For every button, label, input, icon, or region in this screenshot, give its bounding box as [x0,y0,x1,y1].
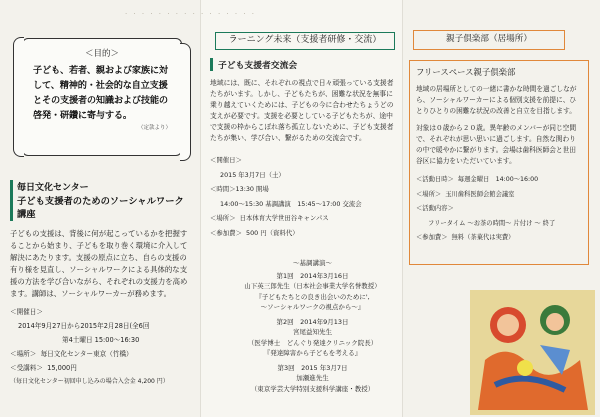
exchange-fee-value: 500 円（資料代） [246,228,299,237]
exchange-place-value: 日本体育大学世田谷キャンパス [239,214,329,222]
purpose-body: 子ども、若者、親および家族に対して、精神的・社会的な自立支援とその支援者の知識および技能の啓発・研鑽に寄与する。 [33,65,168,121]
purpose-scroll [22,38,182,156]
decorative-dots: · · · · · · · · · · · · · · · · [125,10,256,18]
lecture-list [225,258,400,394]
lecture-2-date: 第2回 2014年9月13日 [276,317,349,326]
course-fee-value: 15,000円 [47,364,77,372]
club-details [410,167,588,246]
club-content-value: フリータイム 〜お茶の時間〜 片付け 〜 終了 [428,219,556,227]
lecture-3-speaker: 加瀬進先生 [296,374,329,382]
club-title: フリースペース親子倶楽部 [416,67,516,77]
lecture-1-title: 『子どもたちとの良き出会いのために', [255,292,370,301]
exchange-time-value: 14:00〜15:30 基調講演 15:45〜17:00 交流会 [220,199,362,208]
course-place-value: 毎日文化センター東京（竹橋） [40,350,133,358]
course-date-value: 2014年9月27日から2015年2月28日(全6回 [18,322,150,330]
lecture-2-title: 『発達障害から子どもを考える』 [263,349,362,357]
purpose-title: ＜目的＞ [84,49,119,59]
exchange-date-value: 2015 年3月7日（土） [220,170,285,179]
course-description: 子どもの支援は、背後に何が起こっているかを把握することから始まり、子どもを取り巻く環境に介入して解決にあたります。支援の原点に立ち、自らの支援の有り様を見直し、ソーシャルワークによる具体的な支援の方法を学び合いながら、それぞれの支援力を高めます。講師は、ソーシャルワーカーが務めます。 [10,229,188,298]
learning-header: ラーニング未来（支援者研修・交流） [215,32,395,50]
lecture-3-date: 第3回 2015 年3月7日 [277,363,348,372]
club-date-value: 毎週金曜日 14:00〜16:00 [457,176,539,183]
lecture-1-subtitle: 〜ソーシャルワークの視点から〜』 [260,303,365,311]
course-details [10,305,196,389]
club-description-2: 対象は０歳から２０歳。異年齢のメンバーが同じ空間で、それぞれが思い思いに過ごします。自然な関わりの中で暖やかに繋がります。会場は歯科医師会と世田谷区に協力をいただいています。 [416,124,577,165]
exchange-fee-label: ＜参加費＞ [210,228,242,237]
exchange-date-label: ＜開催日＞ [210,156,242,164]
exchange-time-label: ＜時間＞13:30 開場 [210,185,269,193]
lecture-3-affiliation: （東京学芸大学特別支援科学講座・教授） [250,384,375,393]
club-place-label: ＜場所＞ [416,190,442,198]
purpose-note: （定款より） [137,125,171,131]
lecture-1-date: 第1回 2014年3月16日 [276,271,349,280]
lecture-heading: 〜基調講演〜 [293,259,332,267]
course-fee-label: ＜受講料＞ [10,364,43,372]
club-fee-value: 無料（茶菓代は実費） [451,234,515,241]
club-box [409,60,589,265]
club-place-value: 玉川歯科医師会館会議室 [445,190,515,198]
course-heading [10,180,192,221]
lecture-1-speaker: 山下英三郎先生（日本社会事業大学名誉教授） [244,282,381,290]
club-content-label: ＜活動内容＞ [416,205,454,212]
exchange-details [210,153,398,240]
exchange-place-label: ＜場所＞ [210,214,236,222]
club-description-1: 地域の居場所としての一緒に書かな時間を過ごしながら、ソーシャルワーカーによる個別支援を前提に、ひとりひとりの困難な状況の改善と自立を目指します。 [416,85,577,115]
course-place-label: ＜場所＞ [10,350,37,358]
course-name: 子ども支援者のためのソーシャルワーク講座 [17,196,184,220]
lecture-2-affiliation: （医学博士 どんぐり発達クリニック院長） [247,338,378,347]
exchange-title: 子ども支援者交流会 [210,58,398,71]
club-date-label: ＜活動日時＞ [416,176,454,183]
course-fee-note: （毎日文化センター初回申し込みの場合入会金 4,200 円） [10,378,169,385]
course-date-label: ＜開催日＞ [10,308,43,316]
course-time-value: 第4土曜日 15:00〜16:30 [62,336,140,344]
exchange-description: 地域には、既に、それぞれの視点で日々頑張っている支援者たちがいます。しかし、子どもたちが、困難な状況を無事に乗り越えていくためには、子どもの今に合わせたちょうどの支えが必要です。支援を必要としている子どもたちが、途中で支援の枠からこぼれ落ち孤立しないために、子ども支援者たちが集い、学び合い、繋がるための交流会です。 [210,79,394,142]
club-header: 親子倶楽部（居場所） [413,30,565,50]
org-name: 毎日文化センター [17,183,89,193]
club-fee-label: ＜参加費＞ [416,234,448,241]
lecture-2-speaker: 宮尾益知先生 [293,328,332,336]
children-illustration [470,290,595,415]
